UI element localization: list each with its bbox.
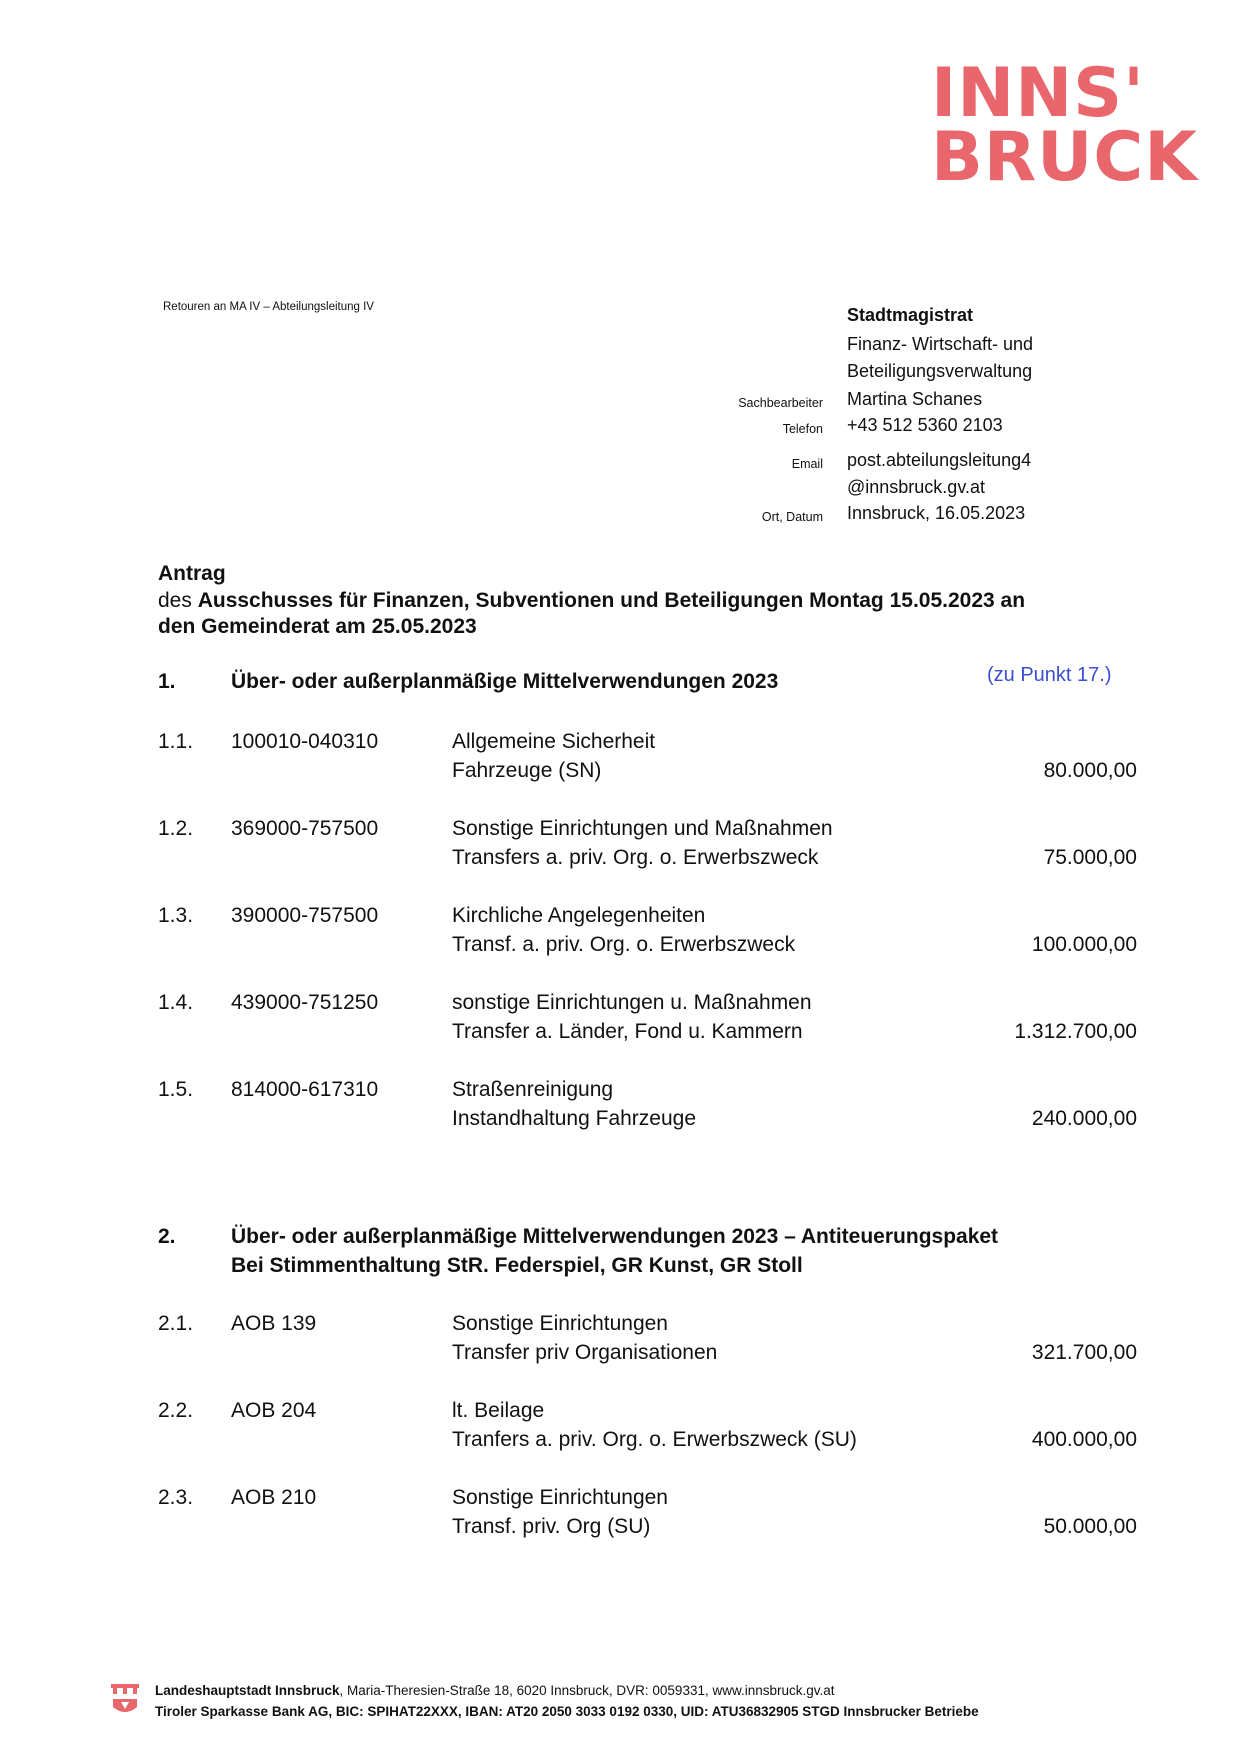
email-label: Email [791, 457, 823, 471]
row-2-2-num: 2.2. [158, 1399, 194, 1422]
logo-line-1: INNS' [930, 54, 1145, 133]
row-2-3-desc-2: Transf. priv. Org (SU) [452, 1515, 651, 1538]
footer-line-2: Tiroler Sparkasse Bank AG, BIC: SPIHAT22XXX, IBAN: AT20 2050 3033 0192 0330, UID: ATU36832905 STGD Innsbrucker Betriebe [155, 1704, 979, 1719]
row-1-2-desc-2: Transfers a. priv. Org. o. Erwerbszweck [452, 846, 819, 869]
sender-dept-1: Finanz- Wirtschaft- und [847, 334, 1034, 354]
row-1-3-desc-2: Transf. a. priv. Org. o. Erwerbszweck [452, 933, 796, 956]
row-1-4-num: 1.4. [158, 991, 194, 1014]
footer-line-1 [155, 1683, 835, 1698]
clerk-value: Martina Schanes [847, 389, 983, 409]
city-emblem-icon [110, 1683, 140, 1717]
return-address: Retouren an MA IV – Abteilungsleitung IV [163, 301, 374, 313]
row-2-1-desc-1: Sonstige Einrichtungen [452, 1312, 668, 1335]
section-2-subtitle: Bei Stimmenthaltung StR. Federspiel, GR Kunst, GR Stoll [231, 1254, 803, 1277]
row-1-1-num: 1.1. [158, 730, 194, 753]
footer-city-name: Landeshauptstadt Innsbruck [155, 1683, 340, 1698]
row-1-1-desc-1: Allgemeine Sicherheit [452, 730, 656, 753]
row-2-2-desc-2: Tranfers a. priv. Org. o. Erwerbszweck (SU) [452, 1428, 857, 1451]
row-1-3-amount: 100.000,00 [1031, 933, 1137, 956]
row-1-2-num: 1.2. [158, 817, 194, 840]
sender-dept-2: Beteiligungsverwaltung [847, 361, 1033, 381]
row-1-5-code: 814000-617310 [231, 1078, 379, 1101]
row-1-3-desc-1: Kirchliche Angelegenheiten [452, 904, 706, 927]
row-2-1-amount: 321.700,00 [1031, 1341, 1137, 1364]
section-2-title: Über- oder außerplanmäßige Mittelverwendungen 2023 – Antiteuerungspaket [231, 1225, 999, 1248]
row-1-1-amount: 80.000,00 [1043, 759, 1137, 782]
row-1-4-amount: 1.312.700,00 [1014, 1020, 1137, 1043]
email-value-2: @innsbruck.gv.at [847, 477, 985, 497]
section-2-number: 2. [158, 1225, 176, 1248]
title-line-2-bold: Ausschusses für Finanzen, Subventionen und Beteiligungen Montag 15.05.2023 an [197, 589, 1026, 612]
row-1-5-amount: 240.000,00 [1031, 1107, 1137, 1130]
innsbruck-logo [930, 54, 1198, 197]
title-line-3: den Gemeinderat am 25.05.2023 [158, 615, 477, 638]
title-line-2-prefix: des [158, 589, 198, 612]
row-2-1-code: AOB 139 [231, 1312, 317, 1335]
logo-line-2: BRUCK [930, 118, 1198, 197]
row-1-4-desc-2: Transfer a. Länder, Fond u. Kammern [452, 1020, 803, 1043]
row-1-3-num: 1.3. [158, 904, 194, 927]
row-1-1-desc-2: Fahrzeuge (SN) [452, 759, 602, 782]
row-1-5-desc-2: Instandhaltung Fahrzeuge [452, 1107, 697, 1130]
sender-org: Stadtmagistrat [847, 305, 974, 325]
row-2-3-amount: 50.000,00 [1043, 1515, 1137, 1538]
row-2-2-amount: 400.000,00 [1031, 1428, 1137, 1451]
row-2-3-num: 2.3. [158, 1486, 194, 1509]
row-2-2-code: AOB 204 [231, 1399, 317, 1422]
row-2-3-desc-1: Sonstige Einrichtungen [452, 1486, 668, 1509]
row-1-4-desc-1: sonstige Einrichtungen u. Maßnahmen [452, 991, 812, 1014]
row-2-2-desc-1: lt. Beilage [452, 1399, 545, 1422]
date-value: Innsbruck, 16.05.2023 [847, 503, 1026, 523]
title-line-1: Antrag [158, 562, 226, 585]
clerk-label: Sachbearbeiter [738, 396, 823, 410]
row-2-1-desc-2: Transfer priv Organisationen [452, 1341, 718, 1364]
row-1-1-code: 100010-040310 [231, 730, 379, 753]
section-1-title: Über- oder außerplanmäßige Mittelverwendungen 2023 [231, 670, 779, 693]
row-1-2-amount: 75.000,00 [1043, 846, 1137, 869]
title-line-2 [158, 588, 1025, 614]
footer-address: , Maria-Theresien-Straße 18, 6020 Innsbruck, DVR: 0059331, www.innsbruck.gv.at [339, 1683, 835, 1698]
row-1-5-num: 1.5. [158, 1078, 194, 1101]
row-1-2-code: 369000-757500 [231, 817, 379, 840]
phone-label: Telefon [782, 422, 823, 436]
row-1-4-code: 439000-751250 [231, 991, 379, 1014]
date-label: Ort, Datum [761, 510, 823, 524]
section-1-note: (zu Punkt 17.) [987, 664, 1112, 686]
phone-value: +43 512 5360 2103 [847, 415, 1003, 435]
email-value-1: post.abteilungsleitung4 [847, 450, 1032, 470]
row-2-3-code: AOB 210 [231, 1486, 317, 1509]
row-1-5-desc-1: Straßenreinigung [452, 1078, 614, 1101]
row-2-1-num: 2.1. [158, 1312, 194, 1335]
row-1-2-desc-1: Sonstige Einrichtungen und Maßnahmen [452, 817, 833, 840]
section-1-number: 1. [158, 670, 176, 693]
row-1-3-code: 390000-757500 [231, 904, 379, 927]
